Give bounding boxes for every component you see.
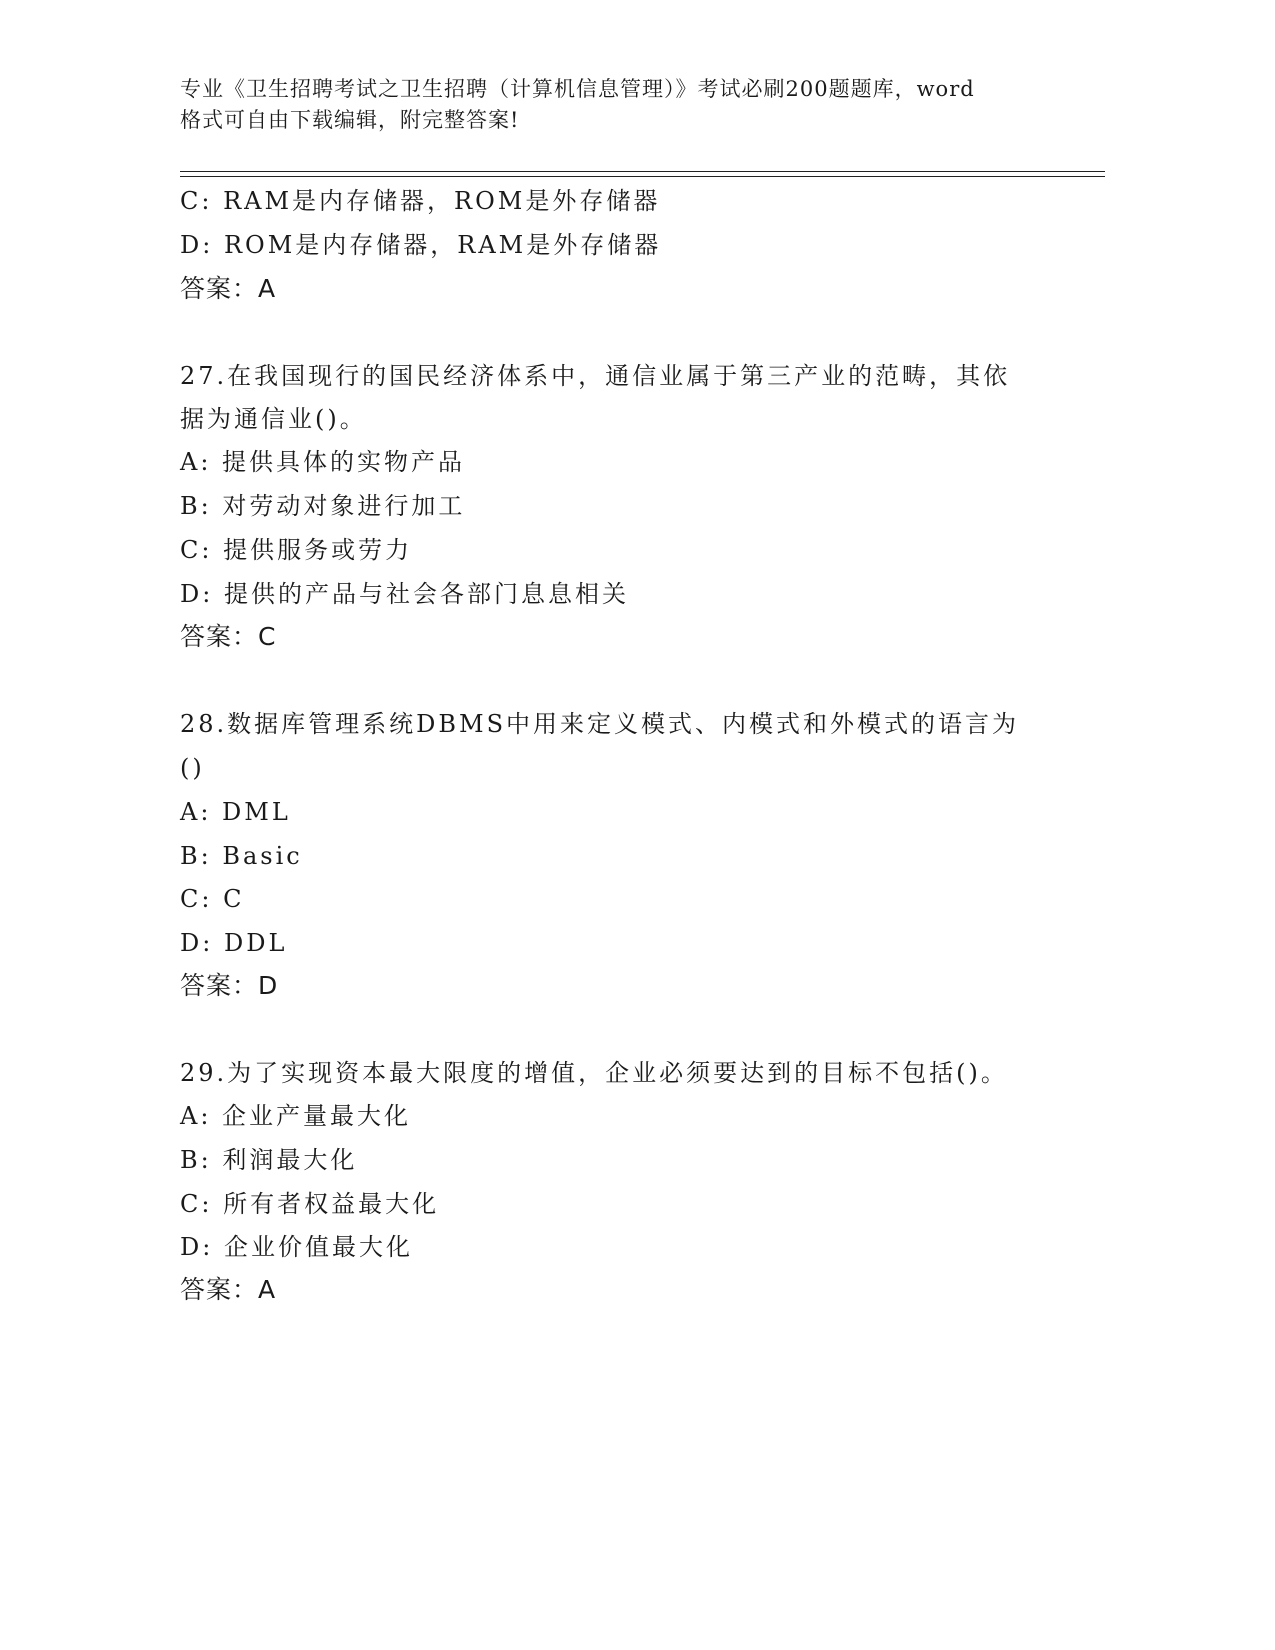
q28-option-a: A: DML [180, 798, 291, 826]
q29-option-b: B: 利润最大化 [180, 1146, 358, 1174]
q26-option-c: C: RAM是内存储器，ROM是外存储器 [180, 187, 661, 215]
q27-stem-line1: 27.在我国现行的国民经济体系中，通信业属于第三产业的范畴，其依 [180, 362, 1011, 390]
header-title-line1: 专业《卫生招聘考试之卫生招聘（计算机信息管理）》考试必刷200题题库，word [180, 77, 975, 101]
q29-option-c: C: 所有者权益最大化 [180, 1190, 440, 1218]
q27-option-a: A: 提供具体的实物产品 [180, 448, 466, 476]
q27-option-d: D: 提供的产品与社会各部门息息相关 [180, 580, 629, 608]
q26-answer: 答案：A [180, 274, 277, 303]
q27-option-c: C: 提供服务或劳力 [180, 536, 413, 564]
q28-stem-line2: () [180, 754, 205, 782]
document-header [180, 74, 1060, 136]
q29-option-d: D: 企业价值最大化 [180, 1233, 413, 1261]
q27-answer: 答案：C [180, 622, 277, 651]
q29-answer: 答案：A [180, 1275, 277, 1304]
q28-option-c: C: C [180, 885, 245, 913]
q27-stem-line2: 据为通信业()。 [180, 405, 367, 433]
header-title-line2: 格式可自由下载编辑，附完整答案! [180, 108, 520, 132]
q27-option-b: B: 对劳动对象进行加工 [180, 492, 466, 520]
q29-stem-line1: 29.为了实现资本最大限度的增值，企业必须要达到的目标不包括()。 [180, 1059, 1008, 1087]
q28-option-d: D: DDL [180, 929, 288, 957]
q29-option-a: A: 企业产量最大化 [180, 1102, 412, 1130]
header-divider-bottom [180, 176, 1105, 177]
q28-answer: 答案：D [180, 971, 279, 1000]
q28-stem-line1: 28.数据库管理系统DBMS中用来定义模式、内模式和外模式的语言为 [180, 710, 1020, 738]
q26-option-d: D: ROM是内存储器，RAM是外存储器 [180, 231, 662, 259]
header-divider-top [180, 171, 1105, 172]
q28-option-b: B: Basic [180, 842, 303, 870]
